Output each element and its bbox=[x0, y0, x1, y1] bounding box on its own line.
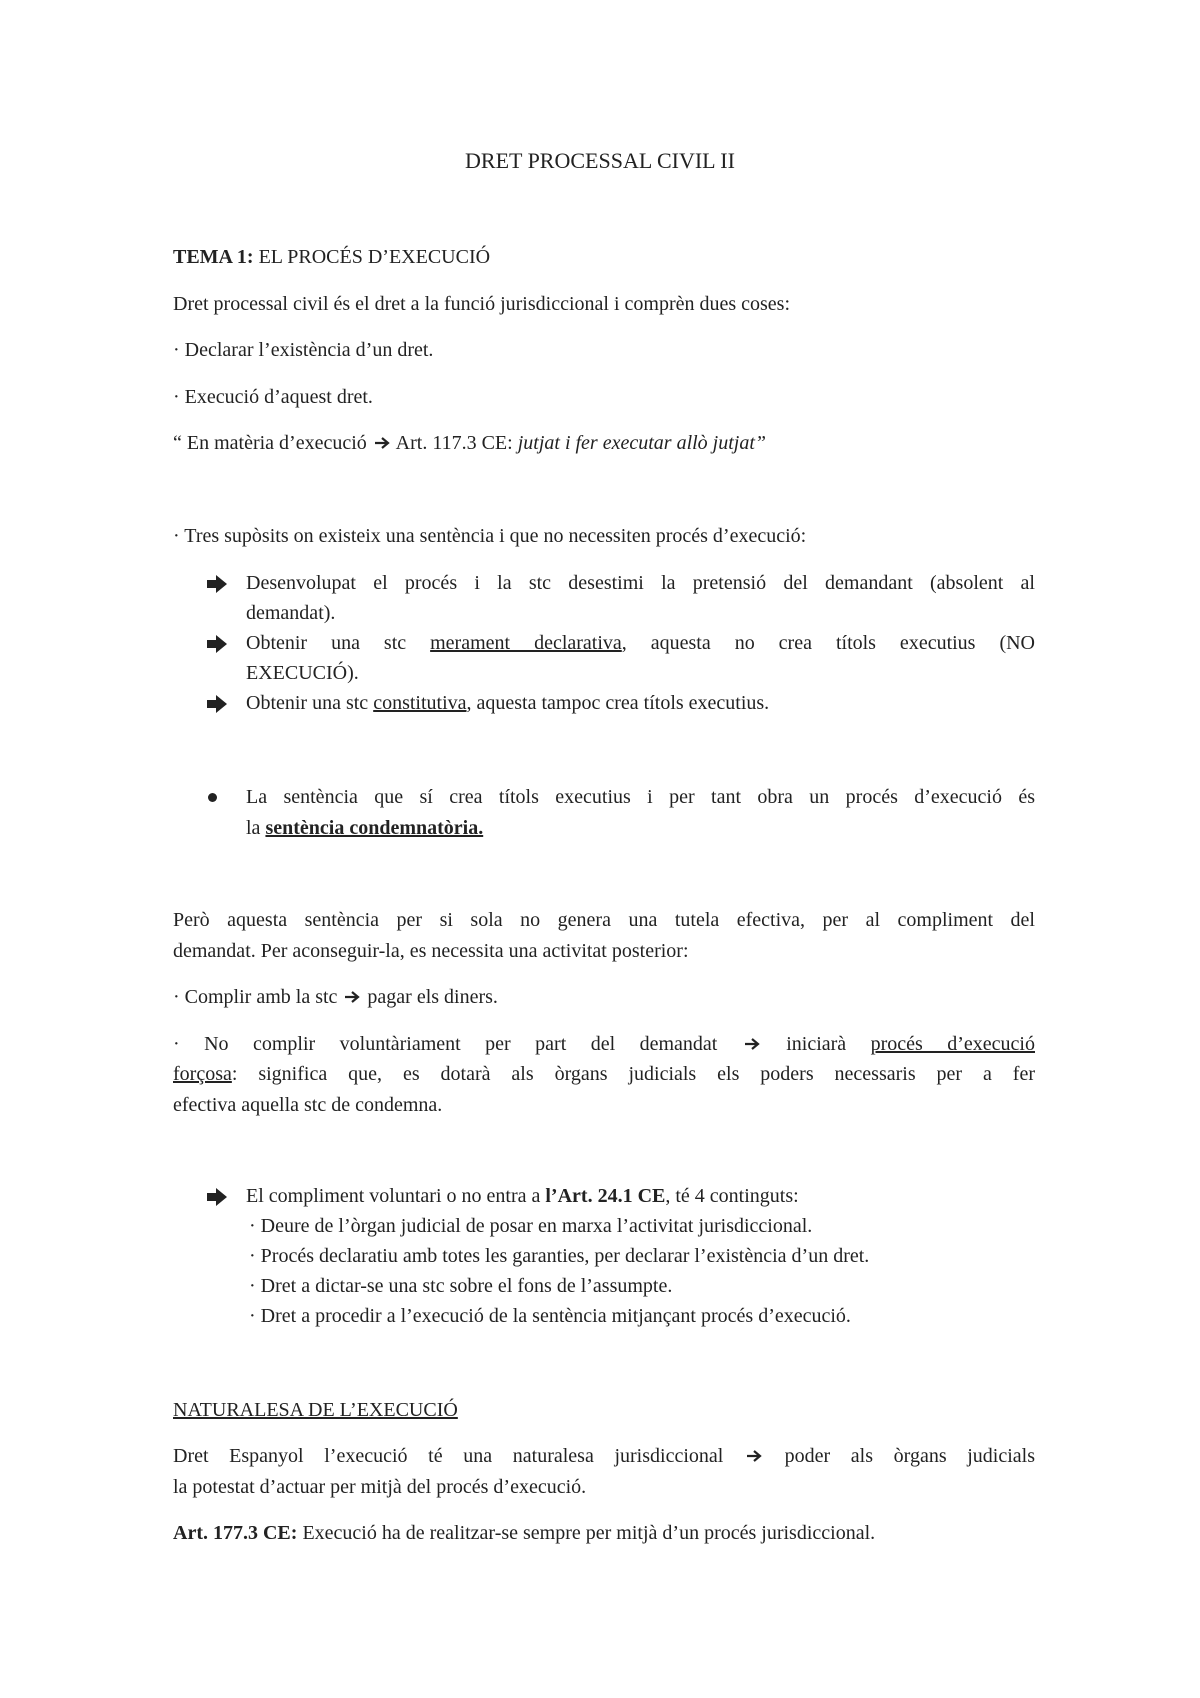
complir-line: · Complir amb la stc pagar els diners. bbox=[173, 984, 498, 1011]
intro-paragraph: Dret processal civil és el dret a la funció jurisdiccional i comprèn dues coses: bbox=[173, 293, 791, 315]
quote-pre: “ En matèria d’execució bbox=[173, 432, 372, 454]
arrow-item-2-line-1: Obtenir una stc merament declarativa, aquesta no crea títols executius (NO bbox=[246, 632, 1035, 654]
document-title: DRET PROCESSAL CIVIL II bbox=[465, 148, 735, 173]
tema-heading bbox=[173, 244, 490, 270]
nocomplir-line-2: forçosa: significa que, es dotarà als òrgans judicials els poders necessaris per a fer bbox=[173, 1063, 1035, 1085]
paragraph-line: Però aquesta sentència per si sola no genera una tutela efectiva, per al compliment del bbox=[173, 909, 1035, 931]
list-item: · Execució d’aquest dret. bbox=[173, 386, 373, 408]
naturalesa-line-2: la potestat d’actuar per mitjà del procés d’execució. bbox=[173, 1476, 587, 1498]
naturalesa-heading: NATURALESA DE L’EXECUCIÓ bbox=[173, 1399, 458, 1421]
arrow-item-2-line-2: EXECUCIÓ). bbox=[246, 662, 359, 684]
naturalesa-line-1: Dret Espanyol l’execució té una naturalesa jurisdiccional poder als òrgans judicials bbox=[173, 1443, 1035, 1470]
arrow-bullet-icon bbox=[206, 694, 228, 714]
list-item: · Dret a dictar-se una stc sobre el fons de l’assumpte. bbox=[249, 1275, 673, 1297]
tema-label: TEMA 1: bbox=[173, 246, 254, 268]
art177-line: Art. 177.3 CE: Execució ha de realitzar-se sempre per mitjà d’un procés jurisdiccional. bbox=[173, 1522, 876, 1544]
list-item: · Dret a procedir a l’execució de la sentència mitjançant procés d’execució. bbox=[249, 1305, 851, 1327]
bullet-icon bbox=[208, 793, 217, 802]
quote-line bbox=[173, 430, 766, 457]
right-arrow-icon bbox=[744, 1032, 760, 1058]
quote-article: Art. 117.3 CE: bbox=[391, 432, 518, 454]
arrow-item-1-line-1: Desenvolupat el procés i la stc desestimi la pretensió del demandant (absolent al bbox=[246, 572, 1035, 594]
list-item: · Deure de l’òrgan judicial de posar en marxa l’activitat jurisdiccional. bbox=[249, 1215, 813, 1237]
art24-line: El compliment voluntari o no entra a l’Art. 24.1 CE, té 4 continguts: bbox=[246, 1185, 799, 1207]
supos-intro: · Tres supòsits on existeix una sentència i que no necessiten procés d’execució: bbox=[173, 525, 807, 547]
arrow-bullet-icon bbox=[206, 634, 228, 654]
right-arrow-icon bbox=[344, 985, 360, 1011]
bullet-line-1: La sentència que sí crea títols executius i per tant obra un procés d’execució és bbox=[246, 786, 1035, 808]
arrow-item-3: Obtenir una stc constitutiva, aquesta tampoc crea títols executius. bbox=[246, 692, 770, 714]
nocomplir-line-3: efectiva aquella stc de condemna. bbox=[173, 1094, 443, 1116]
sentencia-condemnatoria: sentència condemnatòria. bbox=[265, 817, 484, 839]
right-arrow-icon bbox=[374, 431, 390, 457]
arrow-bullet-icon bbox=[206, 1187, 228, 1207]
arrow-item-1-line-2: demandat). bbox=[246, 602, 336, 624]
list-item: · Procés declaratiu amb totes les garanties, per declarar l’existència d’un dret. bbox=[249, 1245, 870, 1267]
tema-text: EL PROCÉS D’EXECUCIÓ bbox=[253, 246, 491, 268]
quote-italic: jutjat i fer executar allò jutjat” bbox=[517, 432, 767, 454]
right-arrow-icon bbox=[746, 1444, 762, 1470]
merament-declarativa-link: merament declarativa bbox=[430, 632, 622, 654]
arrow-bullet-icon bbox=[206, 574, 228, 594]
list-item: · Declarar l’existència d’un dret. bbox=[173, 339, 434, 361]
paragraph-line: demandat. Per aconseguir-la, es necessita una activitat posterior: bbox=[173, 940, 689, 962]
nocomplir-line-1: · No complir voluntàriament per part del demandat iniciarà procés d’execució bbox=[173, 1031, 1035, 1058]
bullet-line-2: la sentència condemnatòria. bbox=[246, 817, 484, 839]
